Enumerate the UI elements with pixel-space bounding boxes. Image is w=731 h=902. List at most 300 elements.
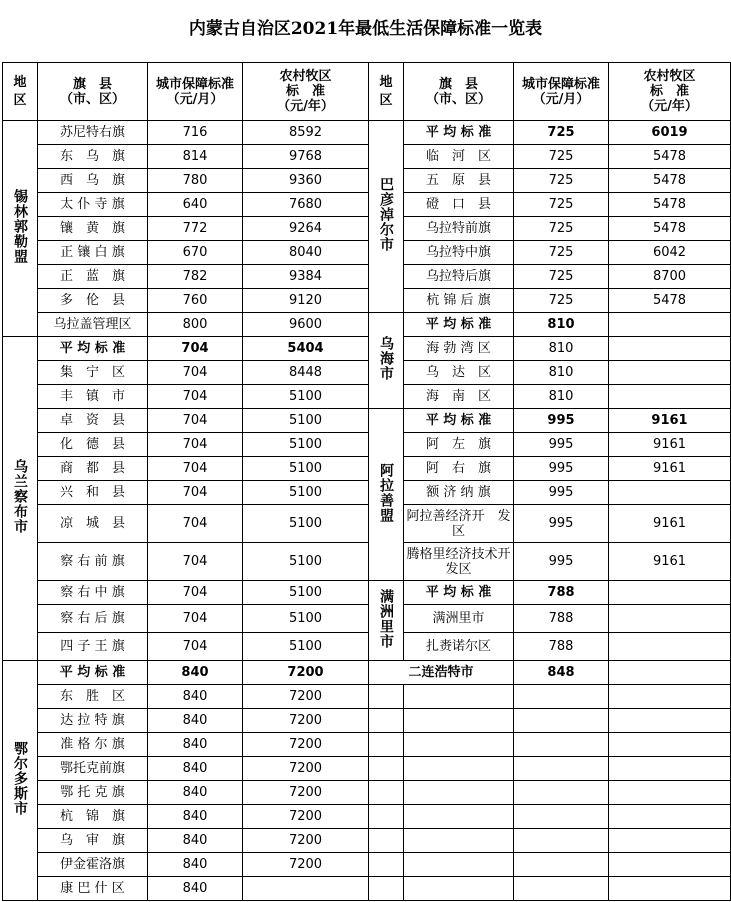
blank-cell: [369, 829, 404, 853]
region-manzhouli: [369, 581, 404, 661]
urban-value: 704: [148, 385, 243, 409]
county-name: 阿 左 旗: [404, 433, 514, 457]
urban-value: 840: [148, 853, 243, 877]
blank-cell: [609, 709, 731, 733]
rural-value: 6019: [609, 121, 731, 145]
average-row: [3, 661, 369, 685]
table-row: [369, 385, 731, 409]
blank-cell: [609, 805, 731, 829]
rural-value: 5478: [609, 169, 731, 193]
rural-value: [609, 605, 731, 633]
urban-value: 725: [514, 217, 609, 241]
blank-cell: [404, 781, 514, 805]
rural-value: [609, 633, 731, 661]
table-row: [3, 877, 369, 901]
county-name: 集 宁 区: [38, 361, 148, 385]
table-row: [369, 193, 731, 217]
rural-value: 9161: [609, 409, 731, 433]
urban-value: 704: [148, 481, 243, 505]
blank-cell: [404, 685, 514, 709]
urban-value: 995: [514, 505, 609, 543]
rural-value: 9161: [609, 505, 731, 543]
blank-row: [369, 877, 731, 901]
rural-value: 7680: [243, 193, 369, 217]
rural-value: 5100: [243, 385, 369, 409]
urban-value: 725: [514, 121, 609, 145]
rural-value: 5478: [609, 145, 731, 169]
county-name: 杭 锦 后 旗: [404, 289, 514, 313]
header-region: [3, 63, 38, 121]
blank-cell: [369, 853, 404, 877]
rural-value: 7200: [243, 829, 369, 853]
table-row: [3, 433, 369, 457]
region-xilinguole-label: 锡林郭勒盟: [12, 189, 28, 264]
right-table: [368, 62, 731, 901]
table-row: [3, 361, 369, 385]
rural-value: 5404: [243, 337, 369, 361]
urban-value: 788: [514, 605, 609, 633]
table-row: [369, 505, 731, 543]
blank-cell: [609, 757, 731, 781]
avg-label: 平 均 标 准: [38, 337, 148, 361]
urban-value: 725: [514, 241, 609, 265]
erlian-name: 二连浩特市: [369, 661, 514, 685]
blank-cell: [404, 853, 514, 877]
county-name: 乌拉特中旗: [404, 241, 514, 265]
header-region: [369, 63, 404, 121]
urban-value: 704: [148, 543, 243, 581]
county-name: 兴 和 县: [38, 481, 148, 505]
table-row: [3, 265, 369, 289]
urban-value: 725: [514, 289, 609, 313]
table-row: [3, 481, 369, 505]
blank-cell: [404, 805, 514, 829]
table-row: [3, 289, 369, 313]
blank-row: [369, 829, 731, 853]
county-name: 正 镶 白 旗: [38, 241, 148, 265]
rural-value: 9768: [243, 145, 369, 169]
county-name: 乌拉特后旗: [404, 265, 514, 289]
urban-value: 840: [148, 877, 243, 901]
urban-value: 840: [148, 661, 243, 685]
table-row: [3, 633, 369, 661]
table-row: [369, 633, 731, 661]
rural-value: 8700: [609, 265, 731, 289]
rural-value: [609, 337, 731, 361]
urban-value: 772: [148, 217, 243, 241]
blank-row: [369, 757, 731, 781]
blank-cell: [404, 733, 514, 757]
header-county-l1: 旗 县: [438, 76, 478, 92]
blank-cell: [514, 733, 609, 757]
urban-value: 716: [148, 121, 243, 145]
table-row: [369, 457, 731, 481]
rural-value: 6042: [609, 241, 731, 265]
average-row: [369, 581, 731, 605]
rural-value: 9161: [609, 433, 731, 457]
blank-cell: [369, 877, 404, 901]
rural-value: 5100: [243, 481, 369, 505]
county-name: 临 河 区: [404, 145, 514, 169]
region-wulanchabu: [3, 337, 38, 661]
table-row: [3, 457, 369, 481]
header-rural-l3: （元/年）: [277, 99, 334, 114]
urban-value: 704: [148, 409, 243, 433]
county-name: 阿 右 旗: [404, 457, 514, 481]
county-name: 阿拉善经济开 发 区: [404, 505, 514, 543]
table-row: [3, 853, 369, 877]
header-urban-l1: 城市保障标准: [521, 76, 600, 92]
average-row: [369, 409, 731, 433]
blank-cell: [369, 685, 404, 709]
header-rural: [243, 63, 369, 121]
urban-value: 840: [148, 805, 243, 829]
urban-value: 995: [514, 409, 609, 433]
urban-value: 810: [514, 385, 609, 409]
urban-value: 800: [148, 313, 243, 337]
table-row: [3, 505, 369, 543]
header-urban-l2: （元/月）: [166, 91, 224, 107]
region-wuhai-label: 乌海市: [378, 336, 394, 381]
urban-value: 725: [514, 265, 609, 289]
county-name: 镶 黄 旗: [38, 217, 148, 241]
urban-value: 995: [514, 457, 609, 481]
county-name: 商 都 县: [38, 457, 148, 481]
table-row: [3, 781, 369, 805]
table-row: [369, 241, 731, 265]
page-title: 内蒙古自治区2021年最低生活保障标准一览表: [188, 19, 543, 39]
table-row: [3, 169, 369, 193]
region-wulanchabu-label: 乌兰察布市: [12, 459, 28, 534]
rural-value: 5478: [609, 217, 731, 241]
avg-label: 平 均 标 准: [38, 661, 148, 685]
header-county-l2: （市、区）: [59, 91, 125, 107]
table-row: [369, 217, 731, 241]
county-name: 乌拉特前旗: [404, 217, 514, 241]
county-name: 鄂托克前旗: [38, 757, 148, 781]
blank-row: [369, 733, 731, 757]
urban-value: 704: [148, 605, 243, 633]
table-row: [3, 313, 369, 337]
urban-value: 840: [148, 685, 243, 709]
county-name: 准 格 尔 旗: [38, 733, 148, 757]
rural-value: [609, 661, 731, 685]
county-name: 苏尼特右旗: [38, 121, 148, 145]
table-row: [369, 169, 731, 193]
blank-cell: [514, 877, 609, 901]
blank-cell: [404, 757, 514, 781]
rural-value: 7200: [243, 757, 369, 781]
table-row: [3, 605, 369, 633]
urban-value: 788: [514, 581, 609, 605]
urban-value: 725: [514, 193, 609, 217]
table-row: [3, 145, 369, 169]
header-urban: [514, 63, 609, 121]
rural-value: 7200: [243, 781, 369, 805]
urban-value: 704: [148, 433, 243, 457]
blank-cell: [514, 829, 609, 853]
header-rural-l3: （元/年）: [641, 99, 698, 114]
rural-value: 7200: [243, 709, 369, 733]
county-name: 乌 审 旗: [38, 829, 148, 853]
urban-value: 814: [148, 145, 243, 169]
rural-value: 9120: [243, 289, 369, 313]
urban-value: 704: [148, 457, 243, 481]
urban-value: 810: [514, 337, 609, 361]
blank-cell: [609, 733, 731, 757]
blank-row: [369, 685, 731, 709]
region-alashan: [369, 409, 404, 581]
blank-cell: [404, 829, 514, 853]
avg-label: 平 均 标 准: [404, 313, 514, 337]
table-row: [369, 145, 731, 169]
urban-value: 840: [148, 709, 243, 733]
blank-cell: [609, 829, 731, 853]
blank-cell: [369, 709, 404, 733]
county-name: 额 济 纳 旗: [404, 481, 514, 505]
urban-value: 670: [148, 241, 243, 265]
urban-value: 725: [514, 145, 609, 169]
rural-value: 8448: [243, 361, 369, 385]
county-name: 太 仆 寺 旗: [38, 193, 148, 217]
urban-value: 704: [148, 505, 243, 543]
rural-value: 5100: [243, 633, 369, 661]
average-row: [3, 337, 369, 361]
county-name: 卓 资 县: [38, 409, 148, 433]
rural-value: [609, 313, 731, 337]
county-name: 四 子 王 旗: [38, 633, 148, 661]
table-row: [3, 757, 369, 781]
rural-value: 7200: [243, 685, 369, 709]
urban-value: 760: [148, 289, 243, 313]
urban-value: 780: [148, 169, 243, 193]
region-alashan-label: 阿拉善盟: [378, 462, 394, 523]
region-eerduosi-label: 鄂尔多斯市: [12, 741, 28, 816]
county-name: 腾格里经济技术开发区: [404, 543, 514, 581]
urban-value: 788: [514, 633, 609, 661]
header-row: [3, 63, 369, 121]
urban-value: 840: [148, 829, 243, 853]
blank-cell: [369, 781, 404, 805]
county-name: 东 胜 区: [38, 685, 148, 709]
county-name: 海 南 区: [404, 385, 514, 409]
avg-label: 平 均 标 准: [404, 121, 514, 145]
table-row: [3, 241, 369, 265]
blank-row: [369, 781, 731, 805]
table-row: [369, 605, 731, 633]
table-row: [3, 805, 369, 829]
header-urban-l1: 城市保障标准: [155, 76, 234, 92]
table-row: [369, 337, 731, 361]
header-rural: [609, 63, 731, 121]
region-bayannaoer: [369, 121, 404, 313]
avg-label: 平 均 标 准: [404, 581, 514, 605]
header-urban: [148, 63, 243, 121]
county-name: 察 右 后 旗: [38, 605, 148, 633]
blank-cell: [609, 853, 731, 877]
county-name: 伊金霍洛旗: [38, 853, 148, 877]
blank-cell: [514, 781, 609, 805]
blank-row: [369, 805, 731, 829]
table-row: [369, 543, 731, 581]
county-name: 凉 城 县: [38, 505, 148, 543]
blank-cell: [514, 805, 609, 829]
urban-value: 704: [148, 337, 243, 361]
urban-value: 840: [148, 733, 243, 757]
county-name: 东 乌 旗: [38, 145, 148, 169]
erlian-row: [369, 661, 731, 685]
blank-row: [369, 709, 731, 733]
table-row: [3, 385, 369, 409]
header-county-l2: （市、区）: [425, 91, 491, 107]
rural-value: 7200: [243, 853, 369, 877]
table-row: [3, 543, 369, 581]
urban-value: 840: [148, 757, 243, 781]
blank-cell: [514, 709, 609, 733]
table-row: [369, 361, 731, 385]
rural-value: 5100: [243, 505, 369, 543]
rural-value: [243, 877, 369, 901]
county-name: 西 乌 旗: [38, 169, 148, 193]
rural-value: 8592: [243, 121, 369, 145]
table-row: [3, 829, 369, 853]
region-xilinguole: [3, 121, 38, 337]
blank-row: [369, 853, 731, 877]
left-table: [2, 62, 369, 901]
county-name: 乌 达 区: [404, 361, 514, 385]
urban-value: 725: [514, 169, 609, 193]
region-eerduosi: [3, 661, 38, 901]
header-county: [38, 63, 148, 121]
region-manzhouli-label: 满洲里市: [378, 588, 394, 649]
region-bayannaoer-label: 巴彦淖尔市: [378, 177, 394, 252]
header-row: [369, 63, 731, 121]
county-name: 多 伦 县: [38, 289, 148, 313]
rural-value: 9360: [243, 169, 369, 193]
urban-value: 995: [514, 543, 609, 581]
rural-value: 9384: [243, 265, 369, 289]
header-county-l1: 旗 县: [72, 76, 112, 92]
table-row: [369, 289, 731, 313]
region-wuhai: [369, 313, 404, 409]
blank-cell: [404, 709, 514, 733]
table-row: [369, 433, 731, 457]
average-row: [369, 313, 731, 337]
blank-cell: [369, 733, 404, 757]
blank-cell: [514, 757, 609, 781]
urban-value: 810: [514, 313, 609, 337]
header-region-text: 地区: [379, 74, 393, 108]
table-row: [3, 709, 369, 733]
rural-value: 7200: [243, 661, 369, 685]
urban-value: 640: [148, 193, 243, 217]
rural-value: 5100: [243, 409, 369, 433]
table-row: [3, 685, 369, 709]
rural-value: 9600: [243, 313, 369, 337]
county-name: 乌拉盖管理区: [38, 313, 148, 337]
county-name: 满洲里市: [404, 605, 514, 633]
county-name: 察 右 前 旗: [38, 543, 148, 581]
rural-value: 5100: [243, 581, 369, 605]
rural-value: 7200: [243, 805, 369, 829]
rural-value: [609, 361, 731, 385]
rural-value: 5478: [609, 289, 731, 313]
county-name: 海 勃 湾 区: [404, 337, 514, 361]
rural-value: 5100: [243, 457, 369, 481]
urban-value: 704: [148, 633, 243, 661]
blank-cell: [514, 685, 609, 709]
urban-value: 995: [514, 433, 609, 457]
urban-value: 995: [514, 481, 609, 505]
county-name: 杭 锦 旗: [38, 805, 148, 829]
blank-cell: [609, 877, 731, 901]
urban-value: 704: [148, 361, 243, 385]
urban-value: 848: [514, 661, 609, 685]
urban-value: 840: [148, 781, 243, 805]
header-region-text: 地区: [13, 74, 27, 108]
rural-value: 7200: [243, 733, 369, 757]
county-name: 达 拉 特 旗: [38, 709, 148, 733]
table-row: [3, 409, 369, 433]
header-county: [404, 63, 514, 121]
county-name: 正 蓝 旗: [38, 265, 148, 289]
county-name: 磴 口 县: [404, 193, 514, 217]
urban-value: 704: [148, 581, 243, 605]
rural-value: 5478: [609, 193, 731, 217]
rural-value: [609, 385, 731, 409]
county-name: 康 巴 什 区: [38, 877, 148, 901]
county-name: 化 德 县: [38, 433, 148, 457]
rural-value: 5100: [243, 543, 369, 581]
header-rural-l1: 农村牧区: [643, 69, 696, 84]
urban-value: 782: [148, 265, 243, 289]
average-row: [369, 121, 731, 145]
rural-value: [609, 481, 731, 505]
urban-value: 810: [514, 361, 609, 385]
county-name: 察 右 中 旗: [38, 581, 148, 605]
blank-cell: [369, 805, 404, 829]
county-name: 五 原 县: [404, 169, 514, 193]
rural-value: 9161: [609, 457, 731, 481]
table-row: [3, 733, 369, 757]
rural-value: 9264: [243, 217, 369, 241]
header-urban-l2: （元/月）: [532, 91, 590, 107]
county-name: 扎赉诺尔区: [404, 633, 514, 661]
header-rural-l2: 标 准: [649, 84, 689, 99]
rural-value: 8040: [243, 241, 369, 265]
rural-value: 9161: [609, 543, 731, 581]
header-rural-l1: 农村牧区: [279, 69, 332, 84]
table-row: [369, 481, 731, 505]
blank-cell: [609, 781, 731, 805]
blank-cell: [404, 877, 514, 901]
rural-value: 5100: [243, 605, 369, 633]
county-name: 丰 镇 市: [38, 385, 148, 409]
rural-value: 5100: [243, 433, 369, 457]
table-row: [3, 581, 369, 605]
table-row: [3, 217, 369, 241]
blank-cell: [369, 757, 404, 781]
table-row: [3, 193, 369, 217]
table-row: [369, 265, 731, 289]
blank-cell: [514, 853, 609, 877]
blank-cell: [609, 685, 731, 709]
rural-value: [609, 581, 731, 605]
avg-label: 平 均 标 准: [404, 409, 514, 433]
table-row: [3, 121, 369, 145]
header-rural-l2: 标 准: [285, 84, 325, 99]
county-name: 鄂 托 克 旗: [38, 781, 148, 805]
